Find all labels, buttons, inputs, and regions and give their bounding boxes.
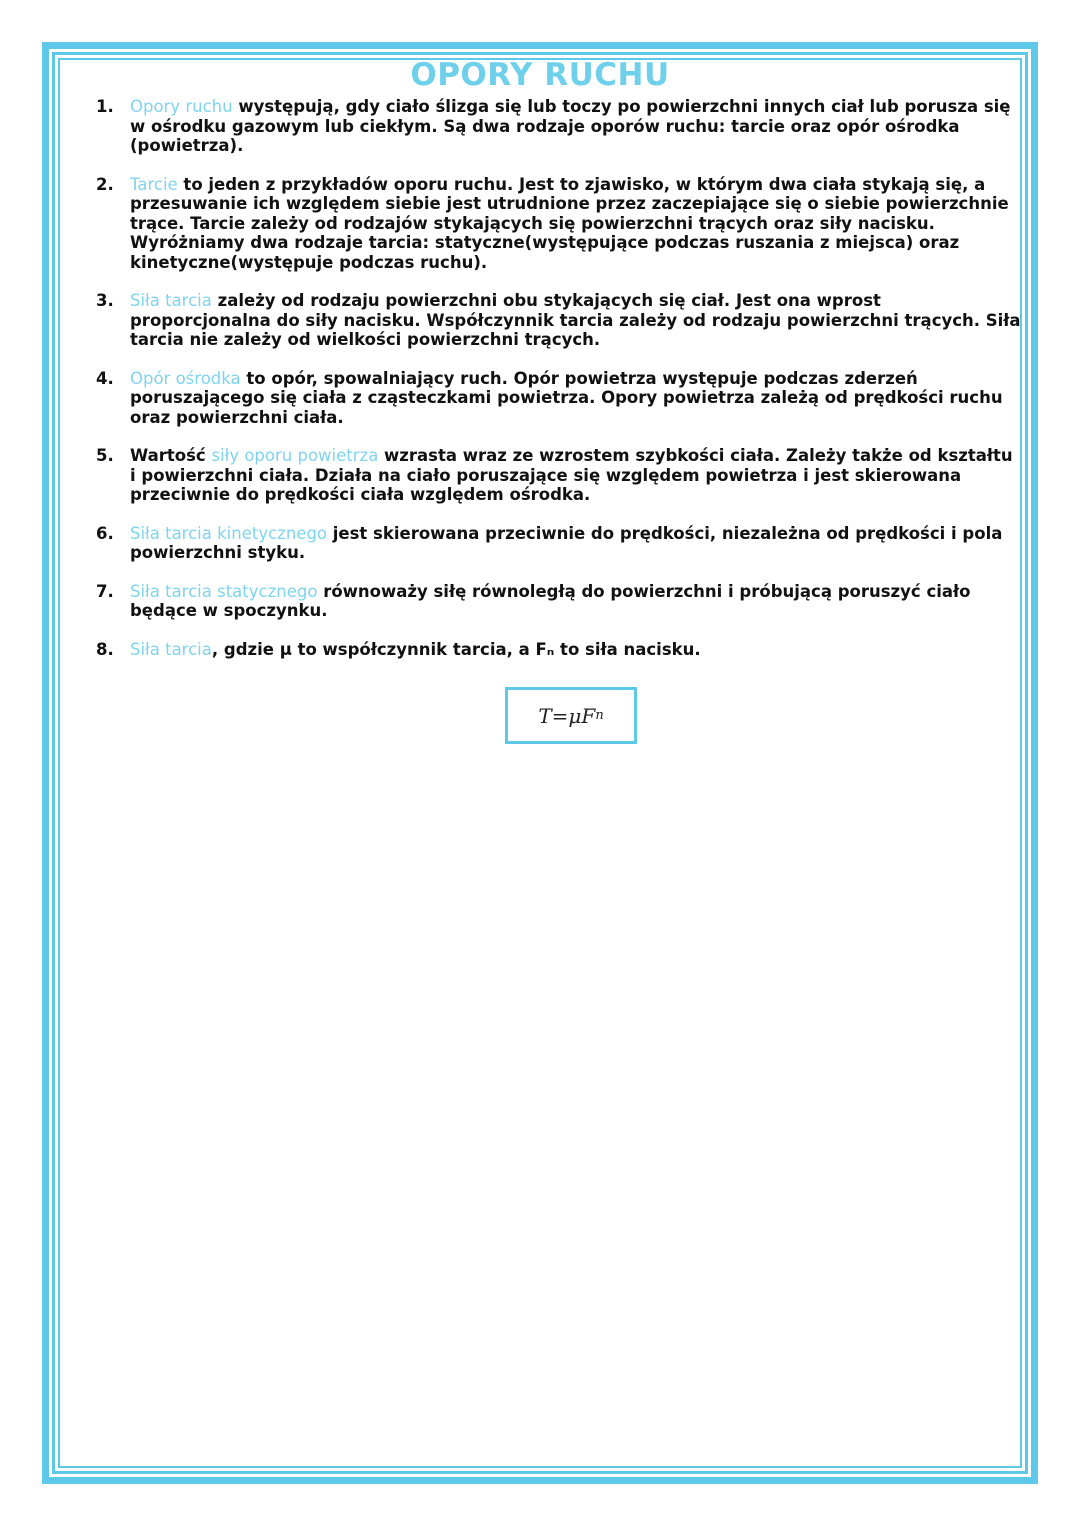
formula-subscript: n: [595, 708, 604, 723]
item-number: 5.: [96, 446, 114, 465]
highlight-term: Opór ośrodka: [130, 368, 241, 388]
highlight-term: Tarcie: [130, 174, 178, 194]
item-text: to opór, spowalniający ruch. Opór powietrza występuje podczas zderzeń poruszającego się ciała z cząsteczkami powietrza. Opory powietrza zależą od prędkości ruchu oraz powierzchni ciała.: [130, 368, 1003, 427]
formula-force: F: [581, 703, 596, 728]
item-number: 6.: [96, 523, 114, 543]
item-text: jest skierowana przeciwnie do prędkości, niezależna od prędkości i pola powierzchni styku.: [130, 523, 1003, 562]
item-text: równoważy siłę równoległą do powierzchni i próbującą poruszyć ciało będące w spoczynku.: [130, 581, 971, 620]
list-item: [96, 524, 1021, 563]
item-number: 7.: [96, 581, 114, 601]
formula-lhs: T: [538, 703, 552, 728]
item-number: 2.: [96, 174, 114, 194]
formula-mu: μ: [568, 703, 582, 728]
list-item: [96, 582, 1021, 621]
item-text: , gdzie μ to współczynnik tarcia, a Fₙ to siła nacisku.: [211, 639, 701, 659]
highlight-term: Siła tarcia kinetycznego: [130, 523, 328, 543]
item-number: 1.: [96, 97, 114, 116]
list-item: [96, 369, 1021, 428]
highlight-term: Siła tarcia statycznego: [130, 581, 318, 601]
list-item: [96, 446, 1021, 505]
item-number: 3.: [96, 291, 114, 310]
list-item: [96, 640, 1021, 660]
item-text: zależy od rodzaju powierzchni obu stykających się ciał. Jest ona wprost proporcjonalna do siły nacisku. Współczynnik tarcia zależy od rodzaju powierzchni trących. Siła tarcia nie zależy od wielkości powierzchni trących.: [130, 291, 1021, 349]
highlight-term: Siła tarcia: [130, 291, 212, 310]
highlight-term: Opory ruchu: [130, 97, 233, 116]
item-number: 4.: [96, 368, 114, 388]
list-item: [96, 97, 1021, 156]
page-title: OPORY RUCHU: [410, 57, 670, 93]
formula-equals: =: [551, 703, 569, 728]
item-number: 8.: [96, 639, 114, 659]
item-text: wzrasta wraz ze wzrostem szybkości ciała. Zależy także od kształtu i powierzchni ciała. Działa na ciało poruszające się względem powietrza i jest skierowana przeciwnie do prędkości ciała względem ośrodka.: [130, 446, 1013, 504]
definition-list: [96, 97, 1021, 678]
item-prefix: Wartość: [130, 446, 212, 465]
highlight-term: Siła tarcia: [130, 639, 212, 659]
list-item: [96, 291, 1021, 350]
item-text: występują, gdy ciało ślizga się lub toczy po powierzchni innych ciał lub porusza się w ośrodku gazowym lub ciekłym. Są dwa rodzaje oporów ruchu: tarcie oraz opór ośrodka (powietrza).: [130, 97, 1011, 155]
list-item: [96, 175, 1021, 273]
item-text: to jeden z przykładów oporu ruchu. Jest to zjawisko, w którym dwa ciała stykają się, a przesuwanie ich względem siebie jest utrudnione przez zaczepiające się o siebie powierzchnie trące. Tarcie zależy od rodzajów stykających się powierzchni trących oraz siły nacisku. Wyróżniamy dwa rodzaje tarcia: statyczne(występujące podczas ruszania z miejsca) oraz kinetyczne(występuje podczas ruchu).: [130, 174, 1009, 272]
formula-box: [505, 687, 637, 744]
highlight-term: siły oporu powietrza: [211, 446, 379, 465]
